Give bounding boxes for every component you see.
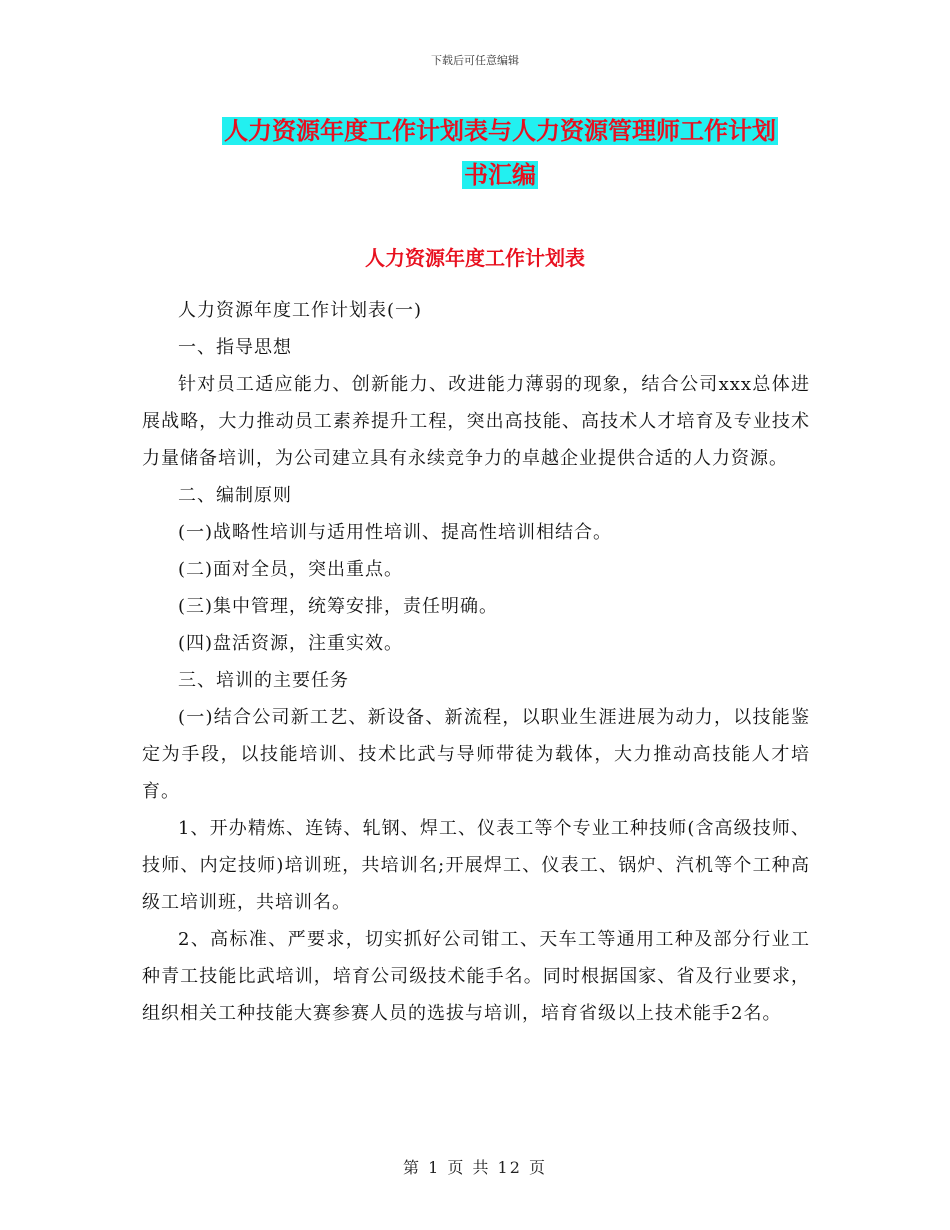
header-note: 下载后可任意编辑 (431, 54, 519, 67)
paragraph: 三、培训的主要任务 (178, 670, 349, 691)
paragraph: 二、编制原则 (178, 485, 292, 506)
document-title-text2: 书汇编 (464, 161, 536, 189)
document-body (142, 292, 810, 1032)
paragraph: (一)结合公司新工艺、新设备、新流程，以职业生涯进展为动力，以技能鉴定为手段，以技能培训、技术比武与导师带徒为载体，大力推动高技能人才培育。 (142, 707, 810, 802)
paragraph: (四)盘活资源，注重实效。 (178, 633, 404, 654)
paragraph: 1、开办精炼、连铸、轧钢、焊工、仪表工等个专业工种技师(含高级技师、技师、内定技师)培训班，共培训名;开展焊工、仪表工、锅炉、汽机等个工种高级工培训班，共培训名。 (142, 818, 810, 913)
document-title-line1 (180, 106, 820, 156)
paragraph: (三)集中管理，统筹安排，责任明确。 (178, 596, 499, 617)
paragraph: 针对员工适应能力、创新能力、改进能力薄弱的现象，结合公司xxx总体进展战略，大力推动员工素养提升工程，突出高技能、高技术人才培育及专业技术力量储备培训，为公司建立具有永续竞争力的卓越企业提供合适的人力资源。 (142, 374, 810, 469)
paragraph: (二)面对全员，突出重点。 (178, 559, 404, 580)
paragraph: 人力资源年度工作计划表(一) (178, 300, 423, 321)
paragraph: (一)战略性培训与适用性培训、提高性培训相结合。 (178, 522, 613, 543)
page-indicator: 第 1 页 共 12 页 (403, 1158, 547, 1177)
section-title: 人力资源年度工作计划表 (365, 246, 585, 270)
paragraph: 2、高标准、严要求，切实抓好公司钳工、天车工等通用工种及部分行业工种青工技能比武培训，培育公司级技术能手名。同时根据国家、省及行业要求，组织相关工种技能大赛参赛人员的选拔与培训，培育省级以上技术能手2名。 (142, 929, 810, 1024)
paragraph: 一、指导思想 (178, 337, 292, 358)
document-title-text1: 人力资源年度工作计划表与人力资源管理师工作计划 (224, 117, 776, 145)
document-title-line2 (180, 150, 820, 200)
